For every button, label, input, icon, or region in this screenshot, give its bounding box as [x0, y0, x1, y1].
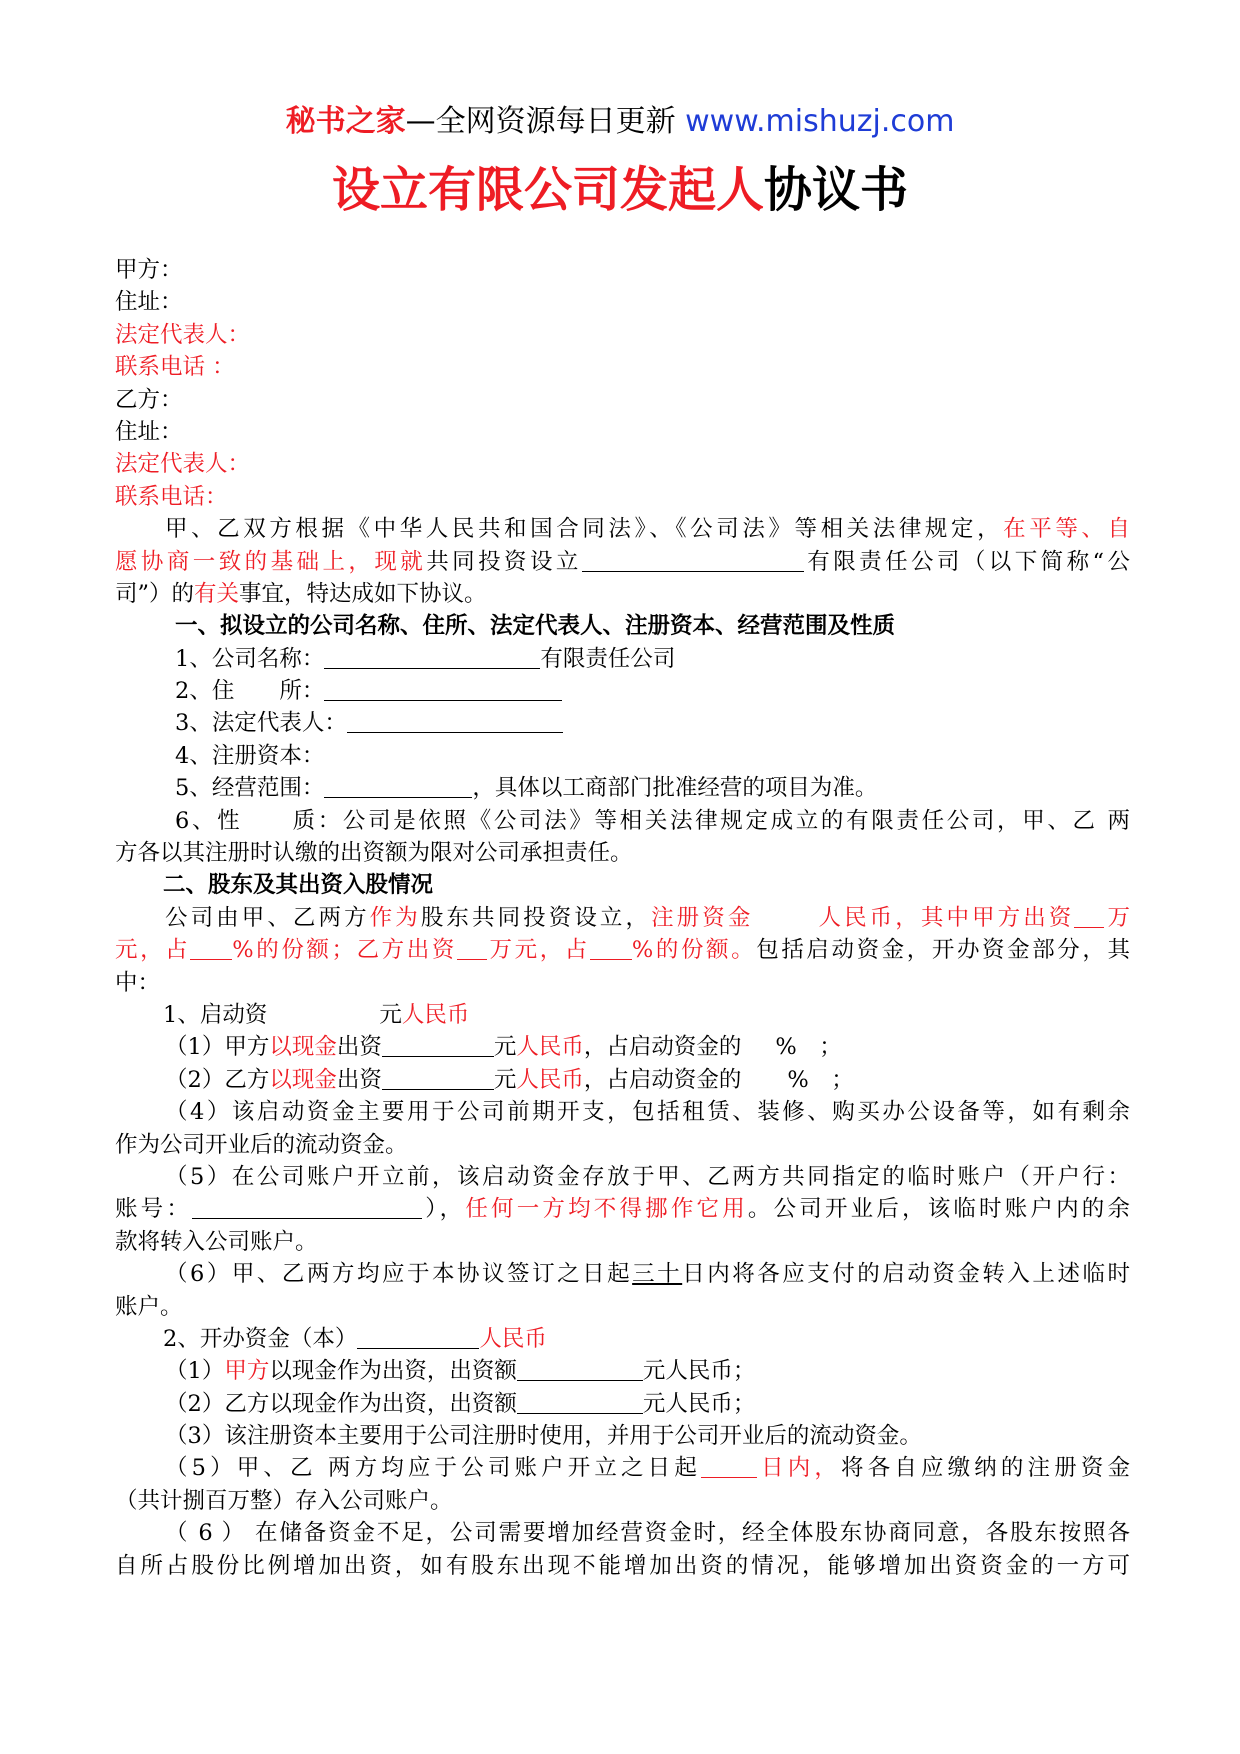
text: ，占启动资金的	[583, 1066, 742, 1093]
text: 元人民币；	[642, 1358, 756, 1385]
text: 以现金作为出资，出资额	[269, 1358, 517, 1385]
s1-item-2	[115, 675, 1130, 707]
party-b-address: 住址：	[115, 418, 183, 445]
intro-text: 共同投资设立	[426, 548, 582, 575]
blank	[357, 1324, 479, 1349]
start-item-5-line-1: （5）在公司账户开立前，该启动资金存放于甲、乙两方共同指定的临时账户（开户行：	[165, 1163, 1130, 1190]
brand-name: 秘书之家	[285, 104, 406, 139]
item-text: 有限责任公司	[540, 645, 676, 672]
item-label: 3、法定代表人：	[175, 710, 347, 737]
text: （2）乙方	[165, 1066, 270, 1093]
text: 将各自应缴纳的注册资金	[841, 1455, 1130, 1482]
open-item-6-line-1: （ 6 ） 在储备资金不足，公司需要增加经营资金时，经全体股东协商同意，各股东按照各	[165, 1520, 1130, 1547]
open-item-6-line-2: 自所占股份比例增加出资，如有股东出现不能增加出资的情况，能够增加出资资金的一方可	[115, 1552, 1130, 1579]
text-red: 注册资金	[651, 904, 754, 931]
text-red: 元，占	[115, 937, 191, 964]
open-item-1	[115, 1355, 1130, 1387]
intro-text: 事宜，特达成如下协议。	[239, 580, 487, 607]
text: ，占启动资金的	[583, 1034, 742, 1061]
intro-text-red: 在平等、自	[1003, 516, 1130, 543]
title-red-part: 设立有限公司发起人	[331, 162, 764, 218]
document-body	[115, 254, 1130, 1582]
intro-line-3	[115, 578, 1130, 610]
text-red: 人民币	[516, 1066, 584, 1093]
intro-text: 司”）的	[115, 580, 195, 607]
intro-line-2	[115, 546, 1130, 578]
text: 出资	[336, 1034, 382, 1061]
text-red: %的份额。	[631, 937, 757, 964]
text-red: 万	[1104, 904, 1130, 931]
text: （1）	[165, 1358, 225, 1385]
open-item-5-line-2: （共计捌百万整）存入公司账户。	[115, 1487, 453, 1514]
blank	[382, 1032, 494, 1057]
text: 。公司开业后，该临时账户内的余	[747, 1196, 1130, 1223]
text-red: 甲方	[224, 1358, 270, 1385]
blank	[457, 935, 487, 960]
blank	[347, 708, 563, 733]
text: （6）甲、乙两方均应于本协议签订之日起	[165, 1261, 633, 1288]
intro-text-red: 有关	[194, 580, 240, 607]
text: 元	[379, 1001, 402, 1028]
item-text: ，具体以工商部门批准经营的项目为准。	[472, 775, 878, 802]
open-item-2	[115, 1388, 1130, 1420]
days-blank	[701, 1453, 757, 1478]
blank	[1074, 903, 1104, 928]
party-b-label: 乙方：	[115, 386, 183, 413]
intro-line-1	[115, 513, 1130, 545]
s2-para-line-3: 中：	[115, 969, 161, 996]
party-a-address: 住址：	[115, 289, 183, 316]
intro-text-red: 愿协商一致的基础上，现就	[115, 548, 427, 575]
open-item-3: （3）该注册资本主要用于公司注册时使用，并用于公司开业后的流动资金。	[165, 1423, 922, 1450]
blank	[517, 1389, 643, 1414]
blank	[382, 1065, 494, 1090]
party-a-label: 甲方：	[115, 257, 183, 283]
party-a-phone: 联系电话 ：	[115, 354, 235, 381]
text: （2）乙方以现金作为出资，出资额	[165, 1390, 517, 1417]
section-1-heading: 一、拟设立的公司名称、住所、法定代表人、注册资本、经营范围及性质	[175, 613, 896, 640]
text-red: 人民币	[516, 1034, 584, 1061]
s1-item-3	[115, 707, 1130, 739]
site-header	[0, 102, 1240, 142]
text-red: %的份额；乙方出资	[232, 937, 457, 964]
text-red: ，其中甲方出资	[895, 904, 1075, 931]
open-capital-line	[115, 1323, 1130, 1355]
text-red: 人民币	[401, 1001, 470, 1028]
text: ），	[422, 1196, 466, 1223]
start-item-6-line-2: 账户。	[115, 1293, 183, 1320]
text-red: 人民币	[815, 904, 896, 931]
text: % ；	[775, 1034, 842, 1061]
s2-para-line-1	[115, 902, 1130, 934]
item-label: 1、公司名称：	[175, 645, 325, 672]
text: 2、开办资金（本）	[163, 1325, 358, 1352]
party-a-rep: 法定代表人：	[115, 321, 251, 348]
party-b-phone: 联系电话：	[115, 483, 228, 510]
intro-text: 甲、乙双方根据《中华人民共和国合同法》、《公司法》等相关法律规定，	[165, 516, 1004, 543]
start-capital-line	[115, 999, 1130, 1031]
start-item-5-line-2	[115, 1193, 1130, 1225]
blank	[324, 773, 472, 798]
s1-item-6-line-1: 6、性 质：公司是依照《公司法》等相关法律规定成立的有限责任公司，甲、乙 两	[175, 807, 1130, 834]
text: 元	[493, 1034, 517, 1061]
blank	[324, 644, 540, 669]
blank	[324, 676, 562, 701]
blank	[590, 935, 632, 960]
open-item-5-line-1	[115, 1452, 1130, 1484]
start-item-2	[115, 1064, 1130, 1096]
start-item-4-line-2: 作为公司开业后的流动资金。	[115, 1131, 408, 1158]
header-tagline: —全网资源每日更新	[405, 104, 676, 139]
text-underlined: 三十	[632, 1261, 683, 1288]
item-label: 4、注册资本：	[175, 742, 325, 769]
account-blank	[192, 1194, 422, 1219]
text: 出资	[336, 1066, 382, 1093]
s1-item-5	[115, 772, 1130, 804]
intro-text: 有限责任公司（以下简称“公	[803, 548, 1130, 575]
section-2-heading: 二、股东及其出资入股情况	[163, 872, 434, 899]
blank	[517, 1356, 643, 1381]
s1-item-1	[115, 643, 1130, 675]
text: 元	[493, 1066, 517, 1093]
s1-item-6-line-2: 方各以其注册时认缴的出资额为限对公司承担责任。	[115, 840, 633, 867]
document-title	[0, 160, 1240, 220]
title-black-part: 协议书	[764, 162, 909, 218]
text: 包括启动资金，开办资金部分，其	[756, 937, 1130, 964]
text-red: 任何一方均不得挪作它用	[465, 1196, 748, 1223]
text: 1、启动资	[163, 1001, 268, 1028]
blank	[190, 935, 232, 960]
s1-item-4	[115, 740, 1130, 772]
text: 日内将各应支付的启动资金转入上述临时	[682, 1261, 1130, 1288]
item-label: 5、经营范围：	[175, 775, 325, 802]
start-item-1	[115, 1031, 1130, 1063]
text-red: 人民币	[479, 1325, 547, 1352]
start-item-6-line-1	[115, 1258, 1130, 1290]
text: 股东共同投资设立，	[420, 904, 652, 931]
text-red: 以现金	[269, 1066, 337, 1093]
text-red: 以现金	[269, 1034, 337, 1061]
item-label: 2、住 所：	[175, 678, 325, 705]
start-item-4-line-1: （4）该启动资金主要用于公司前期开支，包括租赁、装修、购买办公设备等，如有剩余	[165, 1099, 1130, 1126]
text: 公司由甲、乙两方	[165, 904, 370, 931]
company-name-blank	[582, 547, 804, 572]
party-b-rep: 法定代表人：	[115, 451, 251, 478]
text: 账号：	[115, 1196, 193, 1223]
text: （5）甲、乙 两方均应于公司账户开立之日起	[165, 1455, 701, 1482]
s2-para-line-2	[115, 934, 1130, 966]
text: % ；	[787, 1066, 854, 1093]
text: 元人民币；	[642, 1390, 756, 1417]
text: （1）甲方	[165, 1034, 270, 1061]
text-red: 作为	[369, 904, 421, 931]
text-red: 万元，占	[486, 937, 590, 964]
text-red: 日内，	[756, 1455, 842, 1482]
start-item-5-line-3: 款将转入公司账户。	[115, 1228, 318, 1255]
header-url[interactable]: www.mishuzj.com	[685, 104, 955, 139]
